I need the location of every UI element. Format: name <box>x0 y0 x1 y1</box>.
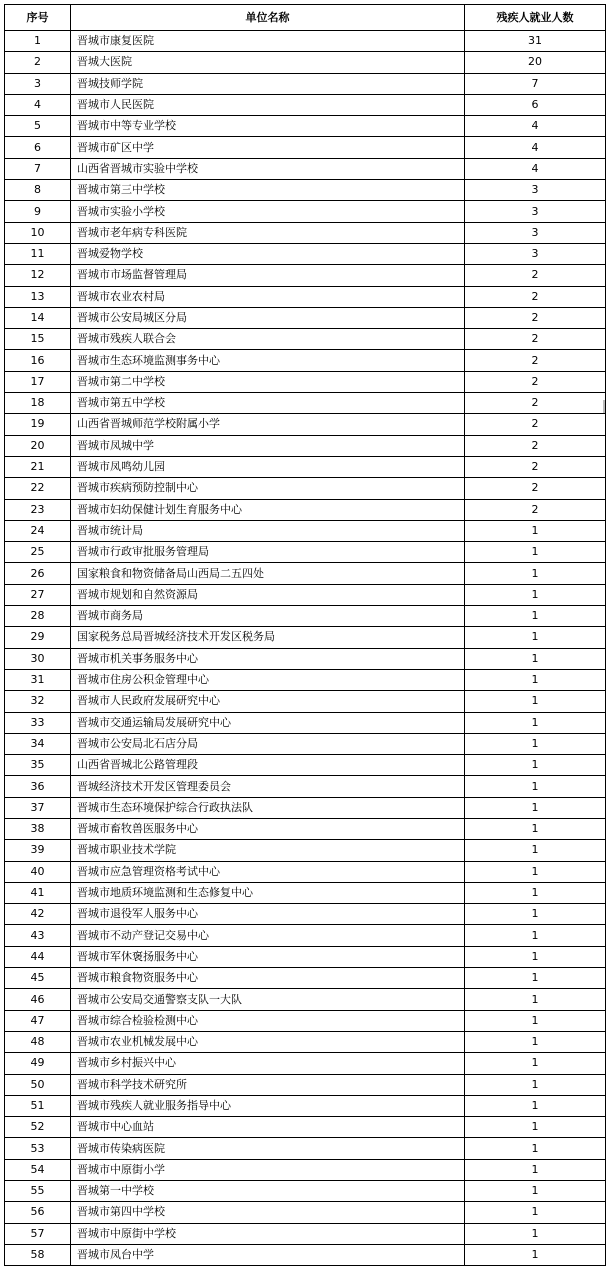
cell-no: 32 <box>5 691 71 712</box>
cell-employment-count: 1 <box>465 1138 606 1159</box>
cell-employment-count: 1 <box>465 1223 606 1244</box>
table-row <box>5 350 606 371</box>
table-row <box>5 797 606 818</box>
cell-unit-name: 晋城市第四中学校 <box>71 1202 465 1223</box>
cell-no: 54 <box>5 1159 71 1180</box>
cell-unit-name: 晋城市人民医院 <box>71 94 465 115</box>
cell-employment-count: 2 <box>465 286 606 307</box>
cell-unit-name: 晋城市机关事务服务中心 <box>71 648 465 669</box>
cell-unit-name: 晋城技师学院 <box>71 73 465 94</box>
table-row <box>5 840 606 861</box>
table-row <box>5 158 606 179</box>
cell-no: 55 <box>5 1181 71 1202</box>
cell-unit-name: 晋城市交通运输局发展研究中心 <box>71 712 465 733</box>
cell-no: 34 <box>5 733 71 754</box>
cell-unit-name: 山西省晋城北公路管理段 <box>71 755 465 776</box>
cell-unit-name: 晋城市矿区中学 <box>71 137 465 158</box>
table-row <box>5 584 606 605</box>
cell-no: 35 <box>5 755 71 776</box>
cell-employment-count: 1 <box>465 1095 606 1116</box>
cell-no: 37 <box>5 797 71 818</box>
table-row <box>5 1244 606 1265</box>
cell-employment-count: 2 <box>465 350 606 371</box>
cell-employment-count: 1 <box>465 1117 606 1138</box>
table-row <box>5 73 606 94</box>
cell-unit-name: 晋城市军休褒扬服务中心 <box>71 946 465 967</box>
table-row <box>5 968 606 989</box>
table-row <box>5 1095 606 1116</box>
cell-unit-name: 晋城经济技术开发区管理委员会 <box>71 776 465 797</box>
cell-employment-count: 20 <box>465 52 606 73</box>
cell-unit-name: 晋城市乡村振兴中心 <box>71 1053 465 1074</box>
cell-unit-name: 晋城市妇幼保健计划生育服务中心 <box>71 499 465 520</box>
cell-employment-count: 1 <box>465 1244 606 1265</box>
cell-no: 12 <box>5 265 71 286</box>
cell-employment-count: 31 <box>465 31 606 52</box>
cell-no: 49 <box>5 1053 71 1074</box>
cell-no: 47 <box>5 1010 71 1031</box>
table-row <box>5 520 606 541</box>
header-no: 序号 <box>5 5 71 31</box>
cell-unit-name: 晋城市应急管理资格考试中心 <box>71 861 465 882</box>
table-row <box>5 1181 606 1202</box>
cell-no: 31 <box>5 669 71 690</box>
cell-employment-count: 1 <box>465 563 606 584</box>
cell-unit-name: 晋城市中心血站 <box>71 1117 465 1138</box>
table-row <box>5 456 606 477</box>
cell-no: 4 <box>5 94 71 115</box>
cell-unit-name: 晋城市规划和自然资源局 <box>71 584 465 605</box>
cell-no: 9 <box>5 201 71 222</box>
table-row <box>5 1159 606 1180</box>
cell-unit-name: 国家税务总局晋城经济技术开发区税务局 <box>71 627 465 648</box>
cell-no: 2 <box>5 52 71 73</box>
table-body <box>5 31 606 1266</box>
cell-no: 11 <box>5 243 71 264</box>
cell-unit-name: 晋城爱物学校 <box>71 243 465 264</box>
cell-no: 53 <box>5 1138 71 1159</box>
cell-unit-name: 晋城市畜牧兽医服务中心 <box>71 818 465 839</box>
header-unit-name: 单位名称 <box>71 5 465 31</box>
cell-no: 1 <box>5 31 71 52</box>
table-row <box>5 414 606 435</box>
cell-no: 19 <box>5 414 71 435</box>
cell-unit-name: 晋城市科学技术研究所 <box>71 1074 465 1095</box>
table-header-row <box>5 5 606 31</box>
cell-employment-count: 2 <box>465 414 606 435</box>
cell-no: 43 <box>5 925 71 946</box>
cell-unit-name: 晋城市第三中学校 <box>71 180 465 201</box>
cell-employment-count: 1 <box>465 542 606 563</box>
table-row <box>5 478 606 499</box>
cell-no: 21 <box>5 456 71 477</box>
cell-unit-name: 晋城市综合检验检测中心 <box>71 1010 465 1031</box>
cell-unit-name: 晋城市凤城中学 <box>71 435 465 456</box>
table-row <box>5 265 606 286</box>
cell-employment-count: 1 <box>465 840 606 861</box>
cell-employment-count: 1 <box>465 520 606 541</box>
table-row <box>5 776 606 797</box>
cell-no: 5 <box>5 116 71 137</box>
table-row <box>5 946 606 967</box>
table-row <box>5 435 606 456</box>
cell-no: 51 <box>5 1095 71 1116</box>
cell-unit-name: 晋城市生态环境保护综合行政执法队 <box>71 797 465 818</box>
cell-unit-name: 晋城市残疾人联合会 <box>71 329 465 350</box>
cell-employment-count: 2 <box>465 329 606 350</box>
cell-employment-count: 1 <box>465 669 606 690</box>
table-row <box>5 52 606 73</box>
cell-employment-count: 6 <box>465 94 606 115</box>
cell-no: 23 <box>5 499 71 520</box>
cell-employment-count: 3 <box>465 180 606 201</box>
cell-employment-count: 1 <box>465 904 606 925</box>
table-row <box>5 669 606 690</box>
cell-unit-name: 晋城市公安局交通警察支队一大队 <box>71 989 465 1010</box>
cell-no: 39 <box>5 840 71 861</box>
cell-unit-name: 晋城市残疾人就业服务指导中心 <box>71 1095 465 1116</box>
cell-unit-name: 晋城市人民政府发展研究中心 <box>71 691 465 712</box>
table-row <box>5 925 606 946</box>
table-row <box>5 499 606 520</box>
cell-unit-name: 晋城市中原街小学 <box>71 1159 465 1180</box>
table-row <box>5 861 606 882</box>
cell-unit-name: 晋城市退役军人服务中心 <box>71 904 465 925</box>
cell-unit-name: 晋城市传染病医院 <box>71 1138 465 1159</box>
table-row <box>5 201 606 222</box>
cell-unit-name: 山西省晋城市实验中学校 <box>71 158 465 179</box>
table-row <box>5 542 606 563</box>
cell-employment-count: 1 <box>465 925 606 946</box>
cell-no: 44 <box>5 946 71 967</box>
cell-no: 25 <box>5 542 71 563</box>
table-row <box>5 1138 606 1159</box>
cell-unit-name: 晋城市地质环境监测和生态修复中心 <box>71 882 465 903</box>
cell-no: 27 <box>5 584 71 605</box>
cell-no: 38 <box>5 818 71 839</box>
cell-employment-count: 1 <box>465 882 606 903</box>
cell-unit-name: 晋城市疾病预防控制中心 <box>71 478 465 499</box>
cell-employment-count: 1 <box>465 1181 606 1202</box>
cell-no: 46 <box>5 989 71 1010</box>
table-row <box>5 137 606 158</box>
cell-unit-name: 晋城市老年病专科医院 <box>71 222 465 243</box>
cell-unit-name: 山西省晋城师范学校附属小学 <box>71 414 465 435</box>
cell-no: 30 <box>5 648 71 669</box>
employment-table <box>4 4 606 1266</box>
cell-unit-name: 晋城市第五中学校 <box>71 393 465 414</box>
table-row <box>5 627 606 648</box>
cell-no: 29 <box>5 627 71 648</box>
cell-unit-name: 晋城市粮食物资服务中心 <box>71 968 465 989</box>
cell-no: 18 <box>5 393 71 414</box>
cell-unit-name: 晋城市住房公积金管理中心 <box>71 669 465 690</box>
table-row <box>5 755 606 776</box>
cell-unit-name: 晋城市农业机械发展中心 <box>71 1031 465 1052</box>
cell-employment-count: 1 <box>465 1074 606 1095</box>
cell-unit-name: 晋城市公安局北石店分局 <box>71 733 465 754</box>
cell-employment-count: 1 <box>465 1159 606 1180</box>
cell-unit-name: 晋城市凤鸣幼儿园 <box>71 456 465 477</box>
cell-employment-count: 4 <box>465 158 606 179</box>
cell-unit-name: 晋城市统计局 <box>71 520 465 541</box>
table-row <box>5 94 606 115</box>
cell-no: 58 <box>5 1244 71 1265</box>
cell-no: 45 <box>5 968 71 989</box>
cell-employment-count: 1 <box>465 968 606 989</box>
cell-no: 24 <box>5 520 71 541</box>
table-row <box>5 1223 606 1244</box>
cell-unit-name: 晋城市职业技术学院 <box>71 840 465 861</box>
table-row <box>5 882 606 903</box>
table-row <box>5 1202 606 1223</box>
table-row <box>5 606 606 627</box>
header-employment-count: 残疾人就业人数 <box>465 5 606 31</box>
table-row <box>5 563 606 584</box>
cell-unit-name: 国家粮食和物资储备局山西局二五四处 <box>71 563 465 584</box>
cell-employment-count: 1 <box>465 861 606 882</box>
table-row <box>5 222 606 243</box>
cell-employment-count: 3 <box>465 222 606 243</box>
table-row <box>5 648 606 669</box>
cell-unit-name: 晋城第一中学校 <box>71 1181 465 1202</box>
cell-no: 15 <box>5 329 71 350</box>
cell-no: 16 <box>5 350 71 371</box>
table-row <box>5 393 606 414</box>
cell-employment-count: 3 <box>465 201 606 222</box>
cell-no: 10 <box>5 222 71 243</box>
cell-no: 33 <box>5 712 71 733</box>
cell-employment-count: 1 <box>465 691 606 712</box>
table-row <box>5 733 606 754</box>
cell-no: 17 <box>5 371 71 392</box>
cell-employment-count: 2 <box>465 393 606 414</box>
cell-no: 50 <box>5 1074 71 1095</box>
cell-no: 36 <box>5 776 71 797</box>
cell-employment-count: 1 <box>465 989 606 1010</box>
cell-employment-count: 7 <box>465 73 606 94</box>
cell-no: 7 <box>5 158 71 179</box>
table-row <box>5 329 606 350</box>
cell-unit-name: 晋城市中原街中学校 <box>71 1223 465 1244</box>
table-row <box>5 286 606 307</box>
table-row <box>5 307 606 328</box>
table-row <box>5 180 606 201</box>
table-row <box>5 1117 606 1138</box>
table-row <box>5 1010 606 1031</box>
cell-employment-count: 1 <box>465 733 606 754</box>
table-row <box>5 116 606 137</box>
cell-employment-count: 1 <box>465 648 606 669</box>
cell-no: 28 <box>5 606 71 627</box>
cell-no: 3 <box>5 73 71 94</box>
cell-employment-count: 2 <box>465 371 606 392</box>
cell-employment-count: 1 <box>465 946 606 967</box>
cell-unit-name: 晋城市康复医院 <box>71 31 465 52</box>
table-row <box>5 31 606 52</box>
cell-unit-name: 晋城市公安局城区分局 <box>71 307 465 328</box>
cell-no: 14 <box>5 307 71 328</box>
cell-unit-name: 晋城市市场监督管理局 <box>71 265 465 286</box>
cell-employment-count: 3 <box>465 243 606 264</box>
cell-unit-name: 晋城市凤台中学 <box>71 1244 465 1265</box>
cell-employment-count: 1 <box>465 606 606 627</box>
cell-employment-count: 1 <box>465 627 606 648</box>
cell-employment-count: 1 <box>465 776 606 797</box>
cell-unit-name: 晋城市行政审批服务管理局 <box>71 542 465 563</box>
cell-no: 8 <box>5 180 71 201</box>
cell-employment-count: 2 <box>465 478 606 499</box>
cell-unit-name: 晋城市中等专业学校 <box>71 116 465 137</box>
cell-unit-name: 晋城市生态环境监测事务中心 <box>71 350 465 371</box>
cell-no: 52 <box>5 1117 71 1138</box>
cell-no: 13 <box>5 286 71 307</box>
cell-employment-count: 2 <box>465 435 606 456</box>
cell-no: 40 <box>5 861 71 882</box>
cell-no: 41 <box>5 882 71 903</box>
table-row <box>5 1053 606 1074</box>
cell-no: 57 <box>5 1223 71 1244</box>
cell-unit-name: 晋城大医院 <box>71 52 465 73</box>
cell-employment-count: 1 <box>465 1010 606 1031</box>
cell-no: 56 <box>5 1202 71 1223</box>
cell-unit-name: 晋城市第二中学校 <box>71 371 465 392</box>
cell-no: 26 <box>5 563 71 584</box>
employment-table-container <box>4 4 606 1266</box>
cell-employment-count: 1 <box>465 797 606 818</box>
table-row <box>5 243 606 264</box>
cell-employment-count: 2 <box>465 265 606 286</box>
cell-employment-count: 1 <box>465 1031 606 1052</box>
cell-unit-name: 晋城市不动产登记交易中心 <box>71 925 465 946</box>
cell-no: 48 <box>5 1031 71 1052</box>
cell-employment-count: 1 <box>465 755 606 776</box>
cell-no: 20 <box>5 435 71 456</box>
table-row <box>5 712 606 733</box>
table-row <box>5 1031 606 1052</box>
cell-employment-count: 2 <box>465 456 606 477</box>
cell-unit-name: 晋城市实验小学校 <box>71 201 465 222</box>
table-row <box>5 904 606 925</box>
cell-employment-count: 1 <box>465 1202 606 1223</box>
cell-employment-count: 2 <box>465 499 606 520</box>
cell-employment-count: 2 <box>465 307 606 328</box>
cell-employment-count: 4 <box>465 137 606 158</box>
table-row <box>5 989 606 1010</box>
table-row <box>5 371 606 392</box>
cell-employment-count: 1 <box>465 818 606 839</box>
cell-employment-count: 1 <box>465 584 606 605</box>
table-row <box>5 818 606 839</box>
cell-unit-name: 晋城市商务局 <box>71 606 465 627</box>
cell-employment-count: 1 <box>465 1053 606 1074</box>
cell-no: 6 <box>5 137 71 158</box>
table-row <box>5 1074 606 1095</box>
cell-employment-count: 4 <box>465 116 606 137</box>
cell-unit-name: 晋城市农业农村局 <box>71 286 465 307</box>
cell-no: 22 <box>5 478 71 499</box>
table-row <box>5 691 606 712</box>
cell-employment-count: 1 <box>465 712 606 733</box>
cell-no: 42 <box>5 904 71 925</box>
